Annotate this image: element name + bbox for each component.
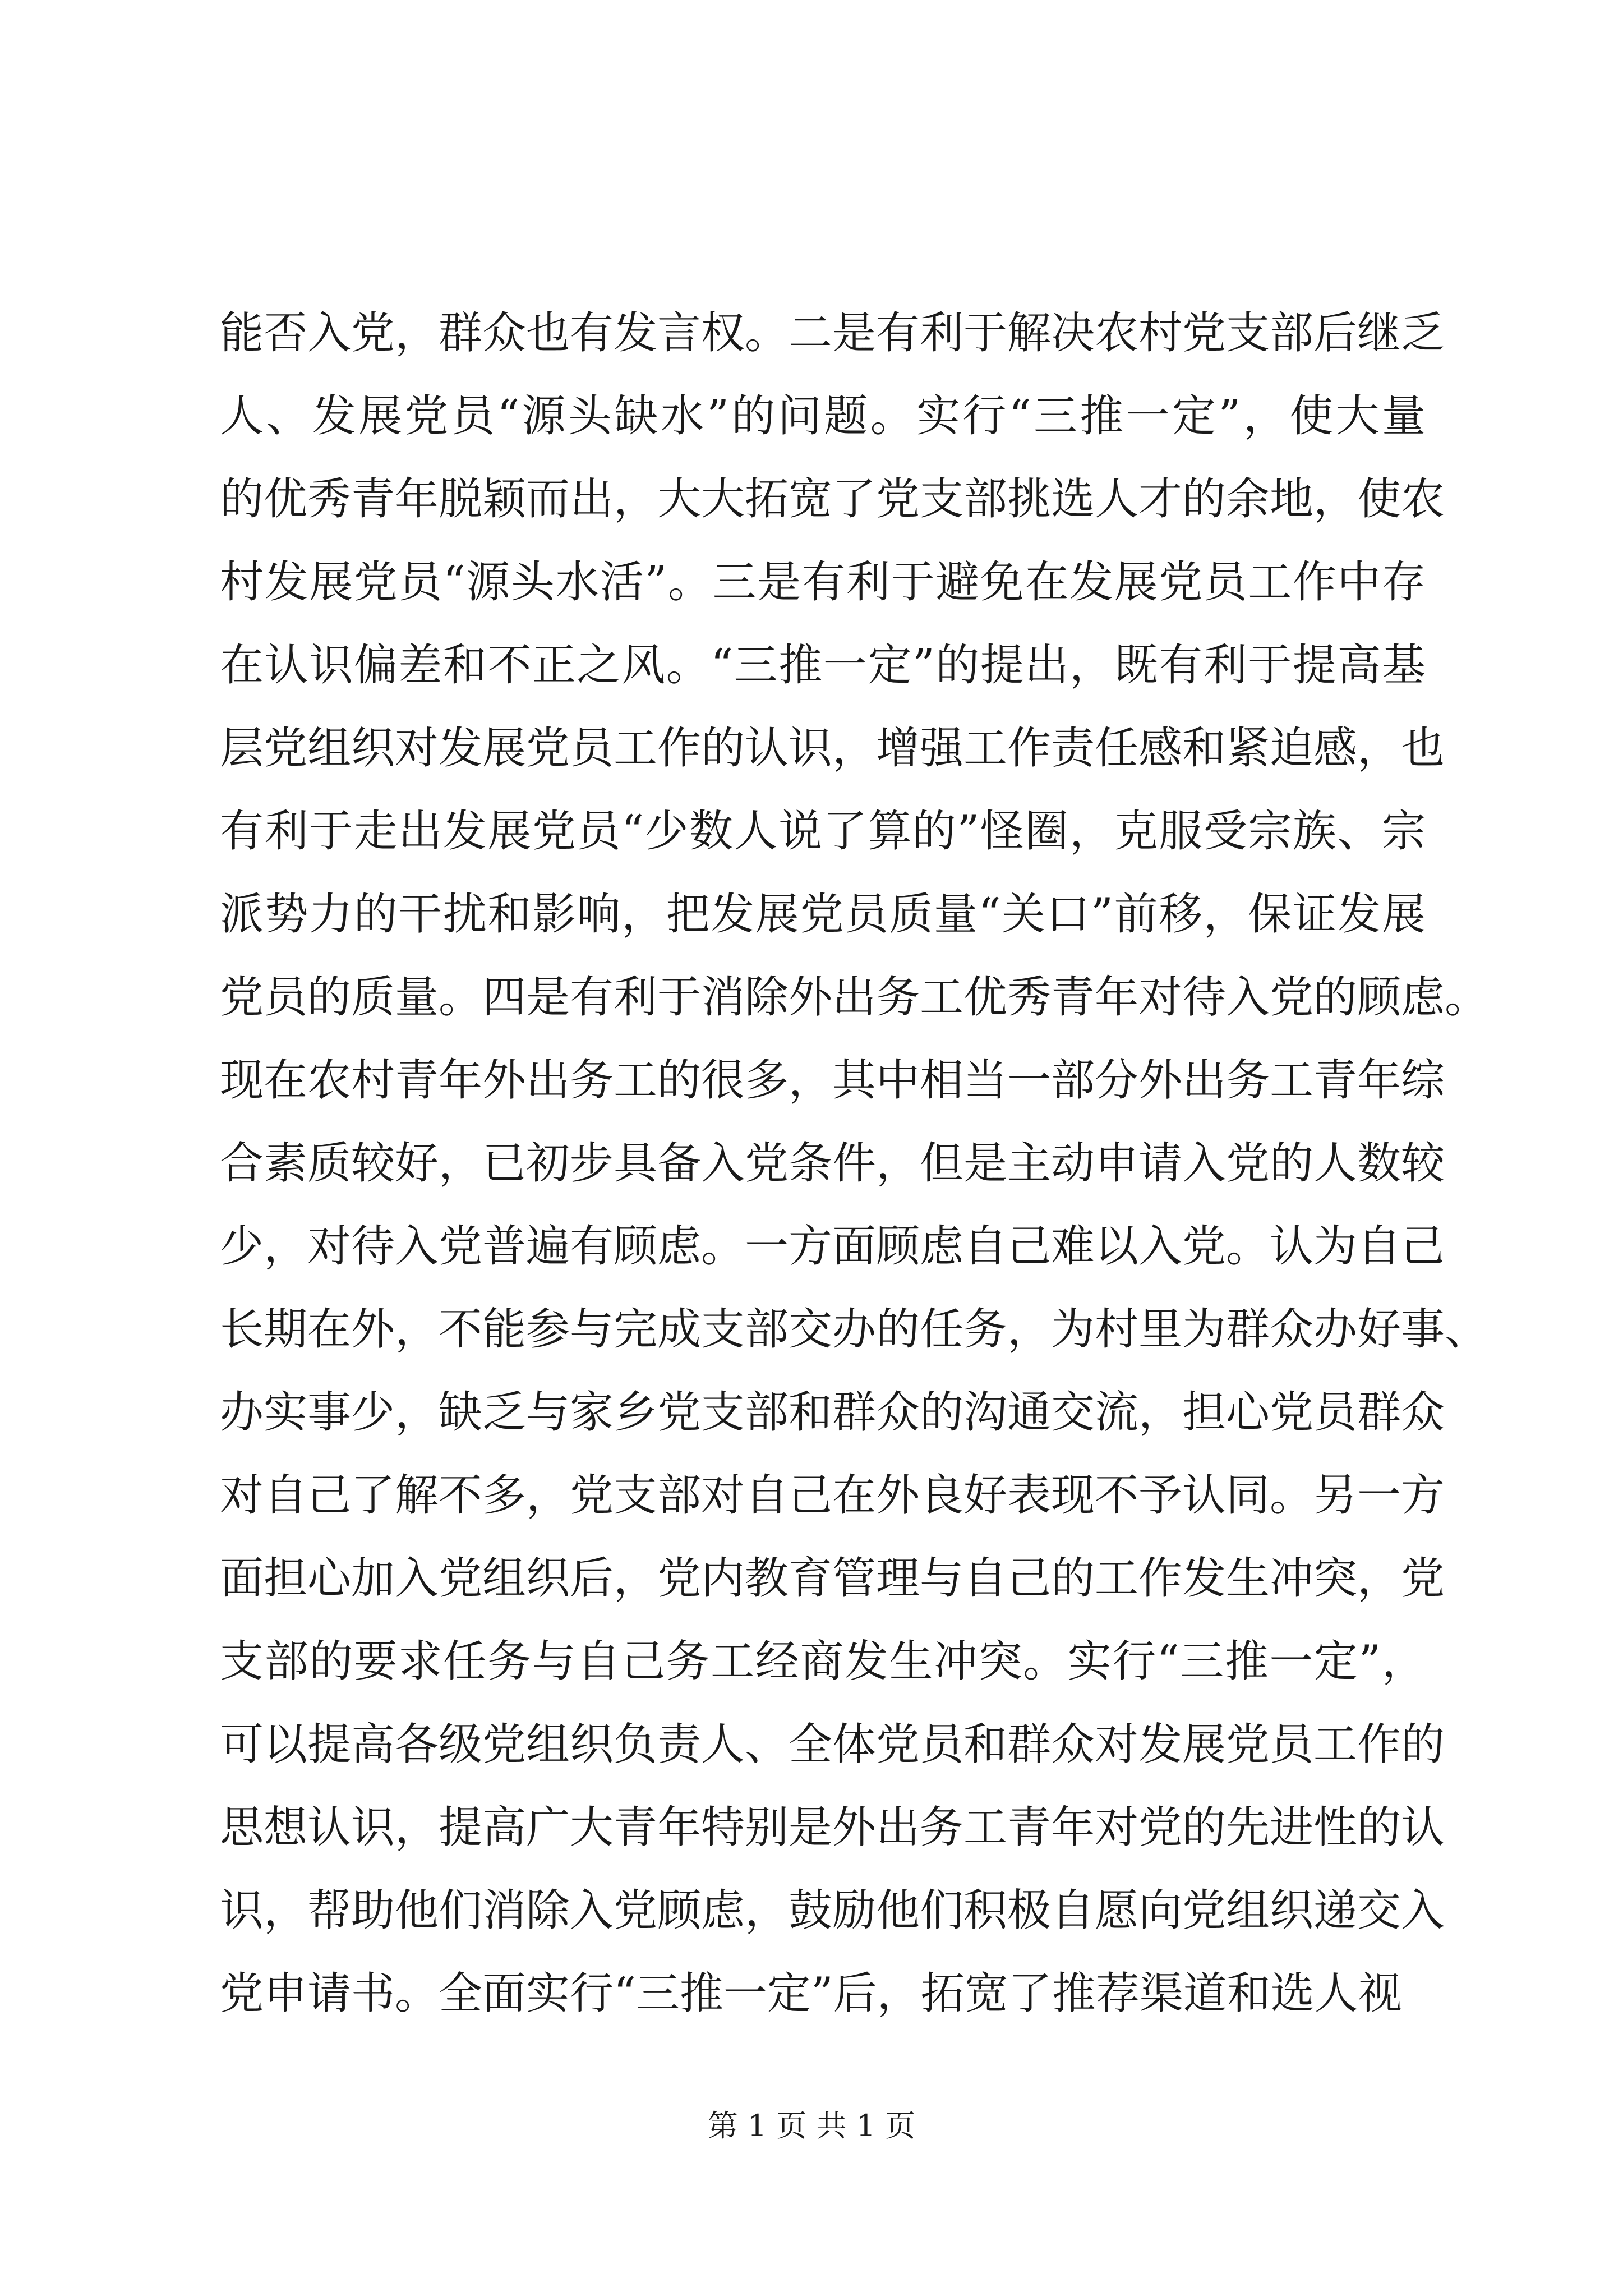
text-line: 层党组织对发展党员工作的认识，增强工作责任感和紧迫感，也 bbox=[220, 723, 1445, 774]
text-line: 办实事少，缺乏与家乡党支部和群众的沟通交流，担心党员群众 bbox=[220, 1387, 1445, 1438]
text-line: 派势力的干扰和影响，把发展党员质量“关口”前移，保证发展 bbox=[220, 889, 1426, 940]
text-line: 思想认识，提高广大青年特别是外出务工青年对党的先进性的认 bbox=[220, 1802, 1445, 1853]
text-line: 在认识偏差和不正之风。“三推一定”的提出，既有利于提高基 bbox=[220, 640, 1426, 691]
page-number-label: 第 1 页 共 1 页 bbox=[707, 2108, 916, 2143]
text-line: 现在农村青年外出务工的很多，其中相当一部分外出务工青年综 bbox=[220, 1055, 1445, 1106]
page-footer bbox=[0, 2106, 1623, 2146]
text-line: 村发展党员“源头水活”。三是有利于避免在发展党员工作中存 bbox=[220, 557, 1426, 608]
text-line: 有利于走出发展党员“少数人说了算的”怪圈，克服受宗族、宗 bbox=[220, 806, 1426, 857]
text-line: 的优秀青年脱颖而出，大大拓宽了党支部挑选人才的余地，使农 bbox=[220, 474, 1445, 524]
text-line: 支部的要求任务与自己务工经商发生冲突。实行“三推一定”， bbox=[220, 1636, 1426, 1687]
text-line: 长期在外，不能参与完成支部交办的任务，为村里为群众办好事、 bbox=[220, 1304, 1489, 1355]
text-line: 党员的质量。四是有利于消除外出务工优秀青年对待入党的顾虑。 bbox=[220, 972, 1489, 1023]
body-text bbox=[220, 292, 1489, 2035]
text-line: 少，对待入党普遍有顾虑。一方面顾虑自己难以入党。认为自己 bbox=[220, 1221, 1445, 1272]
text-line: 对自己了解不多，党支部对自己在外良好表现不予认同。另一方 bbox=[220, 1470, 1445, 1521]
text-line: 面担心加入党组织后，党内教育管理与自己的工作发生冲突，党 bbox=[220, 1553, 1445, 1604]
text-line: 人、发展党员“源头缺水”的问题。实行“三推一定”，使大量 bbox=[220, 391, 1426, 441]
text-line: 能否入党，群众也有发言权。二是有利于解决农村党支部后继乏 bbox=[220, 308, 1445, 358]
text-line: 合素质较好，已初步具备入党条件，但是主动申请入党的人数较 bbox=[220, 1138, 1445, 1189]
text-line: 可以提高各级党组织负责人、全体党员和群众对发展党员工作的 bbox=[220, 1719, 1445, 1770]
text-line: 党申请书。全面实行“三推一定”后，拓宽了推荐渠道和选人视 bbox=[220, 1968, 1402, 2019]
text-line: 识，帮助他们消除入党顾虑，鼓励他们积极自愿向党组织递交入 bbox=[220, 1885, 1445, 1936]
